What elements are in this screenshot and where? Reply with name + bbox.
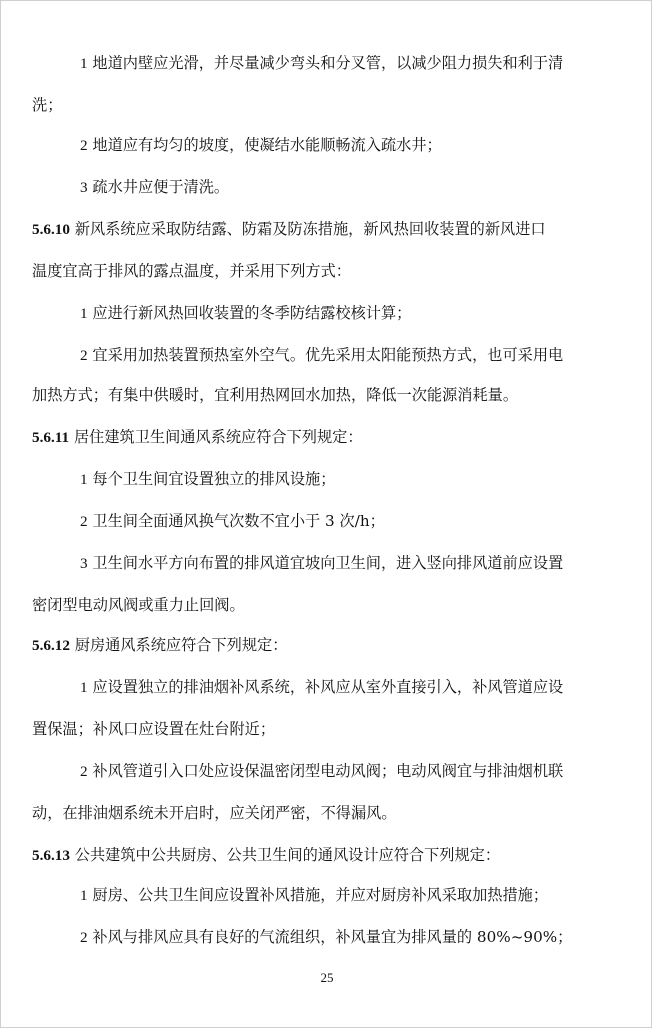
text-line-1: 1 地道内壁应光滑，并尽量减少弯头和分叉管，以减少阻力损失和利于清 — [80, 54, 564, 72]
clause-5-6-11: 5.6.11 居住建筑卫生间通风系统应符合下列规定： — [32, 428, 363, 446]
clause-5-6-10: 5.6.10 新风系统应采取防结露、防霜及防冻措施，新风热回收装置的新风进口 — [32, 220, 546, 238]
text-line-14: 密闭型电动风阀或重力止回阀。 — [32, 596, 245, 614]
text-line-19: 动，在排油烟系统未开启时，应关闭严密，不得漏风。 — [32, 804, 397, 822]
text-line-18: 2 补风管道引入口处应设保温密闭型电动风阀；电动风阀宜与排油烟机联 — [80, 762, 564, 780]
clause-number: 5.6.10 — [32, 221, 70, 238]
clause-5-6-13: 5.6.13 公共建筑中公共厨房、公共卫生间的通风设计应符合下列规定： — [32, 846, 501, 864]
text-line-11: 1 每个卫生间宜设置独立的排风设施； — [80, 470, 336, 488]
text-line-13: 3 卫生间水平方向布置的排风道宜坡向卫生间，进入竖向排风道前应设置 — [80, 554, 564, 572]
clause-number: 5.6.12 — [32, 637, 70, 654]
text-line-7: 1 应进行新风热回收装置的冬季防结露校核计算； — [80, 304, 412, 322]
text-line-16: 1 应设置独立的排油烟补风系统，补风应从室外直接引入，补风管道应设 — [80, 678, 564, 696]
text-line-22: 2 补风与排风应具有良好的气流组织，补风量宜为排风量的 80%~90%； — [80, 928, 573, 946]
text-line-6: 温度宜高于排风的露点温度，并采用下列方式： — [32, 262, 351, 280]
text-line-8: 2 宜采用加热装置预热室外空气。优先采用太阳能预热方式，也可采用电 — [80, 346, 564, 364]
clause-number: 5.6.11 — [32, 429, 70, 446]
text-line-21: 1 厨房、公共卫生间应设置补风措施，并应对厨房补风采取加热措施； — [80, 886, 549, 904]
clause-number: 5.6.13 — [32, 847, 70, 864]
text-line-2: 洗； — [32, 96, 63, 114]
text-line-12: 2 卫生间全面通风换气次数不宜小于 3 次/h； — [80, 512, 385, 530]
page-number: 25 — [320, 970, 334, 985]
text-line-3: 2 地道应有均匀的坡度，使凝结水能顺畅流入疏水井； — [80, 136, 442, 154]
text-line-9: 加热方式；有集中供暖时，宜利用热网回水加热，降低一次能源消耗量。 — [32, 386, 518, 404]
clause-5-6-12: 5.6.12 厨房通风系统应符合下列规定： — [32, 636, 288, 654]
text-line-17: 置保温；补风口应设置在灶台附近； — [32, 720, 275, 738]
text-line-4: 3 疏水井应便于清洗。 — [80, 178, 230, 196]
